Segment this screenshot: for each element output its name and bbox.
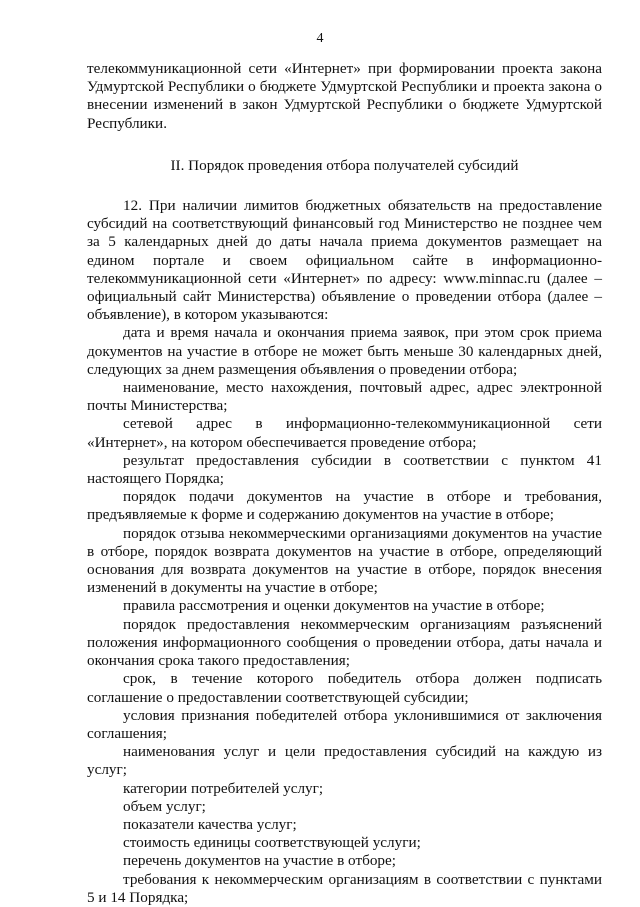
list-item: объем услуг; — [123, 797, 206, 815]
list-item: порядок подачи документов на участие в отборе и требования, предъявляемые к форме и содержанию документов на участие в отборе; — [87, 488, 602, 524]
list-item: срок, в течение которого победитель отбора должен подписать соглашение о предоставлении соответствующей субсидии; — [87, 670, 602, 706]
list-item: наименования услуг и цели предоставления субсидий на каждую из услуг; — [87, 743, 602, 779]
page-number: 4 — [316, 31, 324, 46]
list-item: дата и время начала и окончания приема заявок, при этом срок приема документов на участие в отборе не может быть меньше 30 календарных дней, следующих за днем размещения объявления о проведении отбора; — [87, 324, 602, 378]
list-item: категории потребителей услуг; — [123, 779, 324, 797]
list-item: результат предоставления субсидии в соответствии с пунктом 41 настоящего Порядка; — [87, 451, 602, 488]
list-item: стоимость единицы соответствующей услуги; — [123, 834, 421, 852]
section-heading: II. Порядок проведения отбора получателей субсидий — [170, 156, 519, 174]
list-item: условия признания победителей отбора уклонившимися от заключения соглашения; — [87, 706, 602, 742]
list-item: наименование, место нахождения, почтовый адрес, адрес электронной почты Министерства; — [87, 379, 602, 415]
list-item: требования к некоммерческим организациям в соответствии с пунктами 5 и 14 Порядка; — [87, 870, 602, 906]
list-item: порядок предоставления некоммерческим организациям разъяснений положения информационного сообщения о проведении отбора, даты начала и окончания срока такого предоставления; — [87, 615, 602, 670]
list-item: порядок отзыва некоммерческими организациями документов на участие в отборе, порядок возврата документов на участие в отборе, определяющий основания для возврата документов на участие в отборе, порядок внесения изменений в документы на участие в отборе; — [87, 524, 602, 597]
intro-paragraph: телекоммуникационной сети «Интернет» при формировании проекта закона Удмуртской Республики о бюджете Удмуртской Республики и проекта закона о внесении изменений в закон Удмуртской Республики о бюджете Удмуртской Республики. — [87, 60, 602, 132]
document-body — [87, 60, 602, 907]
paragraph-12: 12. При наличии лимитов бюджетных обязательств на предоставление субсидий на соответствующий финансовый год Министерство не позднее чем за 5 календарных дней до даты начала приема документов размещает на едином портале и своем официальном сайте в информационно-телекоммуникационной сети «Интернет» по адресу: www.minnac.ru (далее – официальный сайт Министерства) объявление о проведении отбора (далее – объявление), в котором указываются: — [87, 197, 602, 324]
list-item: правила рассмотрения и оценки документов на участие в отборе; — [123, 597, 545, 615]
list-item: перечень документов на участие в отборе; — [123, 852, 396, 870]
list-item: сетевой адрес в информационно-телекоммуникационной сети «Интернет», на котором обеспечивается проведение отбора; — [87, 415, 602, 451]
list-item: показатели качества услуг; — [123, 815, 297, 833]
